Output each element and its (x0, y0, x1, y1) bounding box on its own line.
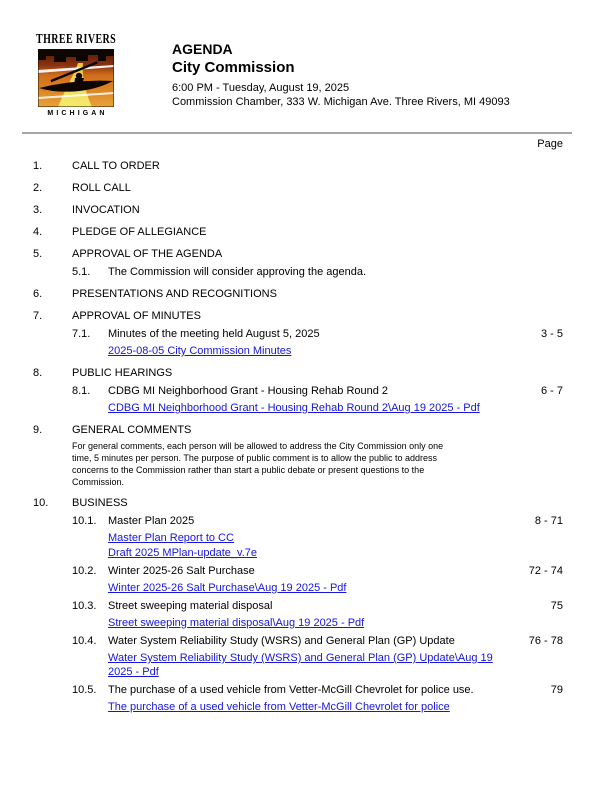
agenda-item-number: 7. (33, 310, 43, 322)
agenda-subitem-number: 7.1. (72, 328, 91, 340)
agenda-subitem-number: 10.4. (72, 635, 97, 647)
document-link[interactable]: Street sweeping material disposal\Aug 19 2025 - Pdf (108, 617, 365, 629)
agenda-item-title: CALL TO ORDER (72, 160, 160, 172)
agenda-subitem-number: 10.1. (72, 515, 97, 527)
document-header (0, 0, 612, 117)
logo-state-name: MICHIGAN (47, 110, 108, 117)
page-range: 72 - 74 (528, 565, 563, 577)
page-range: 6 - 7 (540, 385, 563, 397)
agenda-item (33, 248, 612, 261)
agenda-subitem-number: 10.5. (72, 684, 97, 696)
agenda-subitem-text: Street sweeping material disposal (108, 600, 273, 612)
agenda-item-title: GENERAL COMMENTS (72, 424, 192, 436)
agenda-item (33, 310, 612, 323)
page-column-header: Page (537, 138, 563, 150)
agenda-item-title: PLEDGE OF ALLEGIANCE (72, 226, 207, 238)
agenda-subitem-content (108, 564, 520, 595)
agenda-item-title: PRESENTATIONS AND RECOGNITIONS (72, 288, 277, 300)
document-link[interactable]: 2025-08-05 City Commission Minutes (108, 345, 292, 357)
agenda-item-title: BUSINESS (72, 497, 128, 509)
agenda-subitem (72, 564, 612, 595)
agenda-item-number: 3. (33, 204, 43, 216)
document-link[interactable]: Water System Reliability Study (WSRS) and General Plan (GP) Update\Aug 19 2025 - Pdf (108, 652, 493, 678)
agenda-item-description: For general comments, each person will be allowed to address the City Commission only one time, 5 minutes per person. The purpose of public comment is to allow the public to address concerns to the Commission rather than start a public debate or present questions to the Commission. (72, 441, 444, 487)
agenda-item (33, 288, 612, 301)
page-range: 3 - 5 (540, 328, 563, 340)
agenda-item-title: PUBLIC HEARINGS (72, 367, 173, 379)
agenda-subitem-content (108, 683, 520, 714)
document-link[interactable]: Draft 2025 MPlan-update_v.7e (108, 547, 257, 559)
agenda-list (0, 160, 612, 714)
agenda-subitem-text: Minutes of the meeting held August 5, 2025 (108, 328, 320, 340)
document-subtitle: City Commission (172, 59, 295, 76)
agenda-subitem (72, 599, 612, 630)
agenda-item-number: 5. (33, 248, 43, 260)
agenda-subitem-number: 5.1. (72, 266, 91, 278)
agenda-item (33, 204, 612, 217)
kayaker-sunset-logo-icon (38, 49, 114, 107)
agenda-subitem (72, 384, 612, 415)
agenda-subitem-text: The Commission will consider approving the agenda. (108, 266, 367, 278)
agenda-subitem-content (108, 384, 520, 415)
agenda-item (33, 160, 612, 173)
agenda-item-number: 9. (33, 424, 43, 436)
agenda-subitem-content (108, 514, 520, 560)
meeting-datetime: 6:00 PM - Tuesday, August 19, 2025 (172, 82, 350, 94)
agenda-item-number: 2. (33, 182, 43, 194)
header-divider (22, 132, 572, 134)
agenda-subitem (72, 634, 612, 679)
document-title: AGENDA (172, 41, 233, 57)
agenda-subitem-content (108, 327, 520, 358)
agenda-subitem-text: Master Plan 2025 (108, 515, 195, 527)
page-range: 8 - 71 (534, 515, 563, 527)
agenda-item (33, 367, 612, 380)
agenda-item-number: 1. (33, 160, 43, 172)
agenda-item (33, 424, 612, 437)
agenda-subitem-text: Winter 2025-26 Salt Purchase (108, 565, 255, 577)
agenda-item-title: INVOCATION (72, 204, 140, 216)
document-link[interactable]: Winter 2025-26 Salt Purchase\Aug 19 2025 - Pdf (108, 582, 347, 594)
agenda-item-number: 6. (33, 288, 43, 300)
document-link[interactable]: CDBG MI Neighborhood Grant - Housing Rehab Round 2\Aug 19 2025 - Pdf (108, 402, 480, 414)
agenda-item-number: 8. (33, 367, 43, 379)
page-range: 76 - 78 (528, 635, 563, 647)
title-block (172, 36, 510, 117)
agenda-subitem-text: CDBG MI Neighborhood Grant - Housing Rehab Round 2 (108, 385, 389, 397)
agenda-item-title: APPROVAL OF MINUTES (72, 310, 201, 322)
agenda-subitem-content (108, 634, 520, 679)
meeting-location: Commission Chamber, 333 W. Michigan Ave. Three Rivers, MI 49093 (172, 96, 510, 108)
page-range: 75 (550, 600, 563, 612)
agenda-subitem-number: 8.1. (72, 385, 91, 397)
agenda-subitem (72, 514, 612, 560)
agenda-subitem (72, 683, 612, 714)
agenda-subitem-content (108, 599, 520, 630)
agenda-subitem (72, 265, 612, 279)
page-range: 79 (550, 684, 563, 696)
agenda-subitem (72, 327, 612, 358)
agenda-item (33, 497, 612, 510)
document-link[interactable]: The purchase of a used vehicle from Vetter-McGill Chevrolet for police (108, 701, 450, 713)
three-rivers-logo (36, 32, 117, 117)
agenda-subitem-number: 10.3. (72, 600, 97, 612)
logo-city-name: THREE RIVERS (36, 32, 117, 47)
agenda-item-number: 4. (33, 226, 43, 238)
agenda-subitem-text: The purchase of a used vehicle from Vetter-McGill Chevrolet for police use. (108, 684, 474, 696)
agenda-item-title: ROLL CALL (72, 182, 131, 194)
document-link[interactable]: Master Plan Report to CC (108, 532, 234, 544)
agenda-item-title: APPROVAL OF THE AGENDA (72, 248, 223, 260)
agenda-item-number: 10. (33, 497, 49, 509)
agenda-subitem-number: 10.2. (72, 565, 97, 577)
agenda-subitem-content (108, 265, 520, 279)
agenda-subitem-text: Water System Reliability Study (WSRS) and General Plan (GP) Update (108, 635, 455, 647)
agenda-item (33, 226, 612, 239)
agenda-item (33, 182, 612, 195)
